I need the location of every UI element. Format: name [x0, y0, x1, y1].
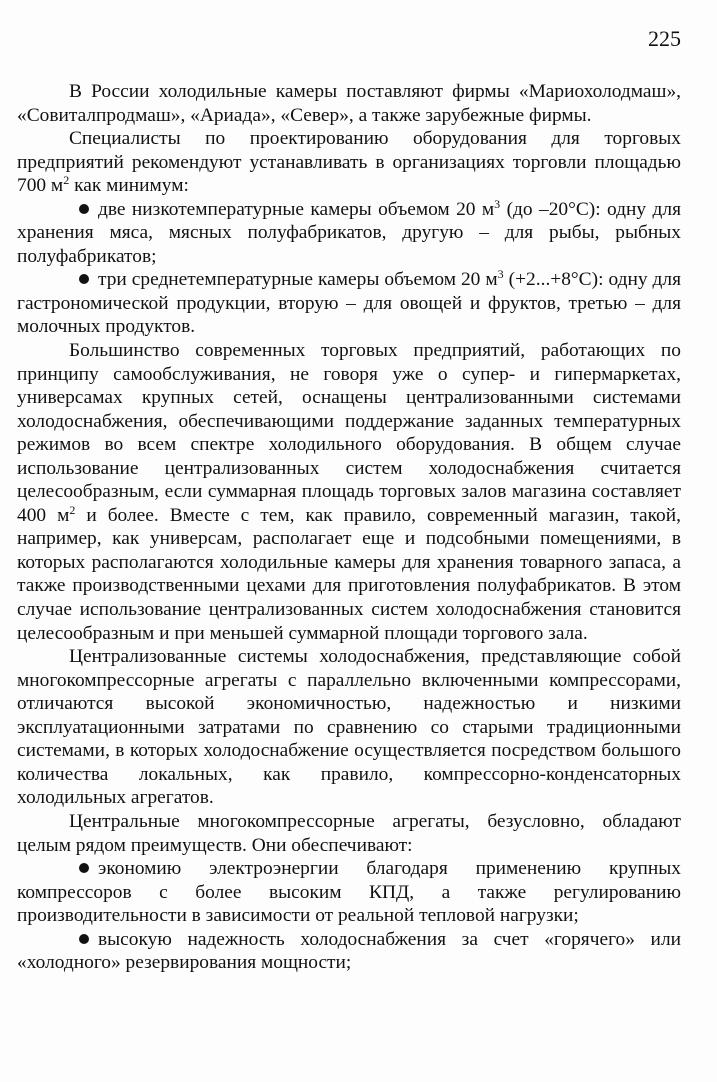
paragraph-text: Большинство современных торговых предприятий, работающих по принципу самообслуживания, не говоря уже о супер- и гипермаркетах, универсамах крупных сетей, оснащены централизованными системами холодоснабжения, обеспечивающими поддержание заданных температурных режимов во всем спектре холодильного оборудования. В общем случае использование централизованных систем холодоснабжения считается целесообразным, если суммарная площадь торговых залов магазина составляет 400 м — [17, 340, 681, 526]
page-number: 225 — [648, 26, 681, 51]
bullet-icon — [79, 274, 89, 284]
list-item — [17, 268, 681, 339]
paragraph — [17, 810, 681, 857]
paragraph-text: и более. Вместе с тем, как правило, современный магазин, такой, например, как универсам, располагает еще и подсобными помещениями, в которых располагаются холодильные камеры для хранения товарного запаса, а также производственными цехами для приготовления полуфабрикатов. В этом случае использование централизованных систем холодоснабжения становится целесообразным и при меньшей суммарной площади торгового зала. — [17, 504, 681, 644]
bullet-icon — [79, 863, 89, 873]
bullet-icon — [79, 934, 89, 944]
paragraph — [17, 127, 681, 198]
paragraph-text: В России холодильные камеры поставляют фирмы «Мариохолодмаш», «Совиталпродмаш», «Ариада», «Север», а также зарубежные фирмы. — [17, 81, 681, 126]
list-item — [17, 198, 681, 269]
paragraph-text: Специалисты по проектированию оборудования для торговых предприятий рекомендуют устанавливать в организациях торговли площадью 700 м — [17, 128, 681, 197]
list-item-text: три среднетемпературные камеры объемом 20 м — [98, 269, 498, 291]
list-item-text: (+2...+8°С): одну для гастрономической продукции, вторую – для овощей и фруктов, третью – для молочных продуктов. — [17, 269, 681, 338]
superscript: 2 — [69, 502, 76, 517]
list-item — [17, 857, 681, 928]
superscript: 3 — [494, 196, 501, 211]
paragraph — [17, 339, 681, 645]
list-item-text: высокую надежность холодоснабжения за счет «горячего» или «холодного» резервирования мощности; — [17, 928, 681, 974]
paragraph — [17, 80, 681, 127]
superscript: 2 — [63, 173, 70, 188]
list-item-text: две низкотемпературные камеры объемом 20 м — [98, 198, 495, 220]
list-item-text: (до –20°С): одну для хранения мяса, мясных полуфабрикатов, другую – для рыбы, рыбных полуфабрикатов; — [17, 198, 681, 267]
list-item-text: экономию электроэнергии благодаря применению крупных компрессоров с более высоким КПД, а также регулированию производительности в зависимости от реальной тепловой нагрузки; — [17, 858, 681, 927]
bullet-icon — [79, 204, 89, 214]
list-item — [17, 928, 681, 975]
paragraph — [17, 645, 681, 810]
body-text — [17, 80, 681, 975]
superscript: 3 — [497, 267, 504, 282]
paragraph-text: Центральные многокомпрессорные агрегаты, безусловно, обладают целым рядом преимуществ. Они обеспечивают: — [17, 810, 681, 856]
paragraph-text: как минимум: — [69, 175, 189, 197]
paragraph-text: Централизованные системы холодоснабжения, представляющие собой многокомпрессорные агрегаты с параллельно включенными компрессорами, отличаются высокой экономичностью, надежностью и низкими эксплуатационными затратами по сравнению со старыми традиционными системами, в которых холодоснабжение осуществляется посредством большого количества локальных, как правило, компрессорно-конденсаторных холодильных агрегатов. — [17, 646, 681, 809]
